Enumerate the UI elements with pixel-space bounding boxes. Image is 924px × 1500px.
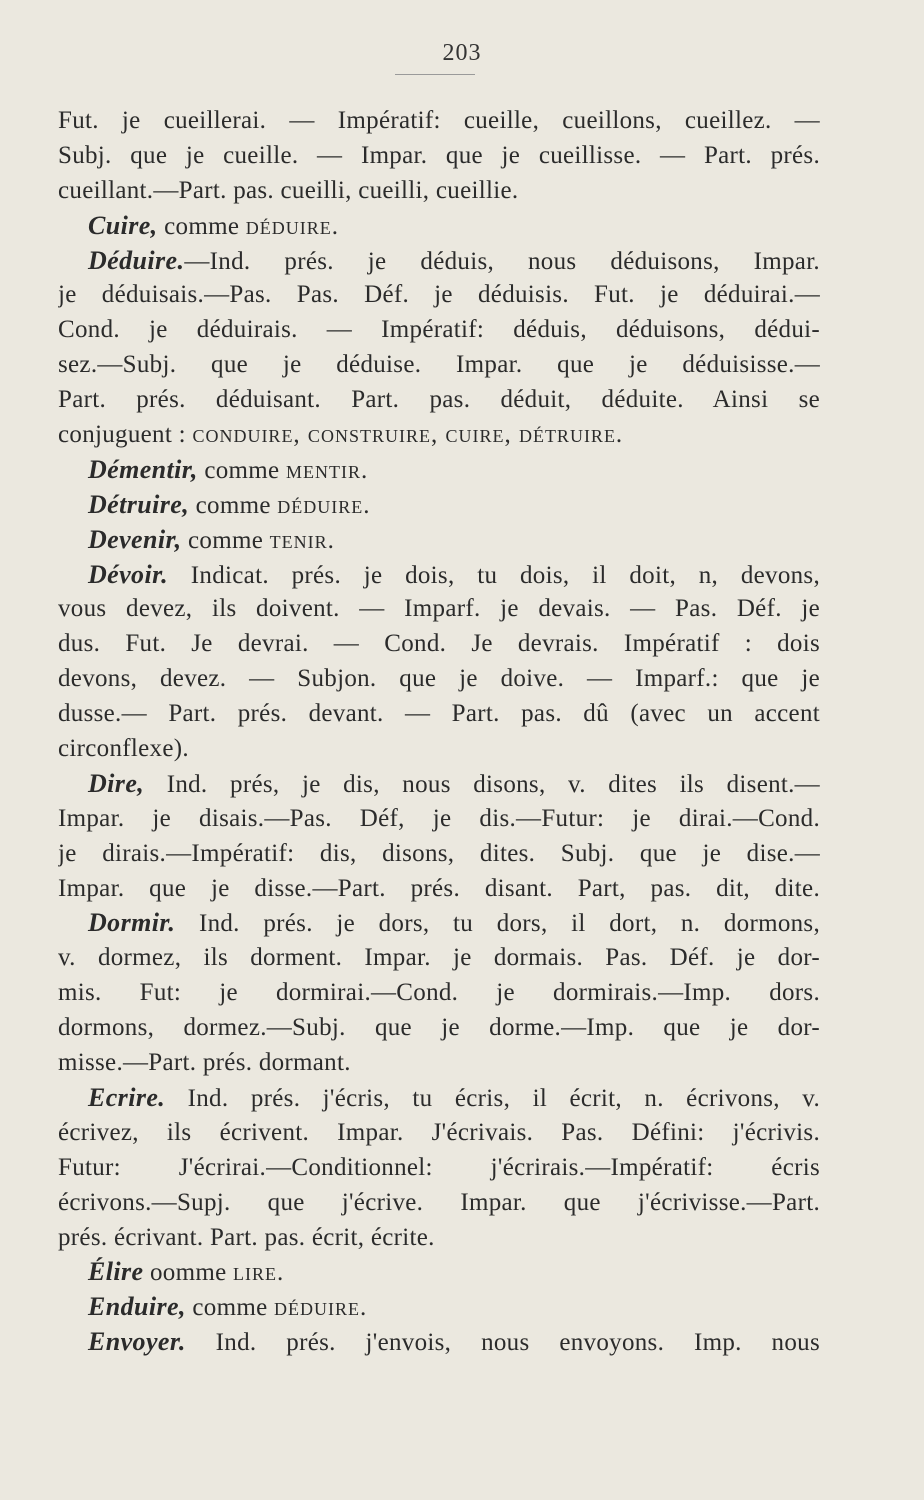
line-text: Ind. prés. j'écris, tu écris, il écrit, n. écrivons, v. [165, 1084, 820, 1112]
line-text: v. dormez, ils dorment. Impar. je dormais. Pas. Déf. je dor- [58, 944, 820, 972]
line-text: devons, devez. — Subjon. que je doive. — Imparf.: que je [58, 665, 820, 693]
text-line [58, 906, 820, 941]
text-line [58, 523, 820, 558]
line-text: cueillant.—Part. pas. cueilli, cueilli, cueillie. [58, 176, 519, 204]
text-line [58, 139, 820, 174]
text-line [58, 1011, 820, 1046]
line-text: comme [185, 1294, 275, 1322]
text-line [58, 1325, 820, 1360]
entry-headword: Envoyer. [88, 1327, 186, 1357]
text-line [58, 453, 820, 488]
line-text: dormons, dormez.—Subj. que je dorme.—Imp. que je dor- [58, 1014, 820, 1042]
line-text: je dirais.—Impératif: dis, disons, dites. Subj. que je dise.— [58, 839, 820, 867]
entry-headword: Enduire, [88, 1292, 186, 1322]
entry-headword: Dévoir. [88, 559, 169, 589]
line-text: misse.—Part. prés. dormant. [58, 1049, 351, 1077]
text-line [58, 313, 820, 348]
text-line [58, 1151, 820, 1186]
text-line [58, 1186, 820, 1221]
entry-headword: Détruire, [88, 489, 190, 519]
line-text: écrivez, ils écrivent. Impar. J'écrivais. Pas. Défini: j'écrivis. [58, 1118, 820, 1146]
line-text: comme [197, 456, 286, 484]
text-line [58, 1221, 820, 1256]
line-text: comme [181, 526, 270, 554]
line-text: écrivons.—Supj. que j'écrive. Impar. que j'écrivisse.—Part. [58, 1188, 820, 1216]
line-text: dus. Fut. Je devrai. — Cond. Je devrais. Impératif : dois [58, 630, 820, 658]
line-text: Indicat. prés. je dois, tu dois, il doit, n, devons, [168, 561, 820, 589]
text-line [58, 418, 820, 453]
line-text: Impar. je disais.—Pas. Déf, je dis.—Futur: je dirai.—Cond. [58, 804, 820, 832]
text-line [58, 732, 820, 767]
small-caps-reference: déduire. [245, 212, 340, 240]
text-line [58, 209, 820, 244]
text-line [58, 383, 820, 418]
line-text: comme [157, 212, 246, 240]
text-line [58, 662, 820, 697]
text-line [58, 1290, 820, 1325]
text-line [58, 348, 820, 383]
text-line [58, 488, 820, 523]
line-text: circonflexe). [58, 735, 189, 763]
text-line [58, 837, 820, 872]
line-text: je déduisais.—Pas. Pas. Déf. je déduisis. Fut. je déduirai.— [58, 281, 820, 309]
line-text: comme [189, 491, 278, 519]
line-text: sez.—Subj. que je déduise. Impar. que je déduisisse.— [58, 351, 820, 379]
text-line [58, 104, 820, 139]
text-block [58, 104, 820, 1360]
text-line [58, 278, 820, 313]
text-line [58, 1116, 820, 1151]
small-caps-reference: tenir. [269, 526, 335, 554]
entry-headword: Dire, [88, 768, 145, 798]
text-line [58, 976, 820, 1011]
text-line [58, 802, 820, 837]
text-line [58, 697, 820, 732]
small-caps-reference: lire. [233, 1259, 285, 1287]
line-text: Subj. que je cueille. — Impar. que je cueillisse. — Part. prés. [58, 141, 820, 169]
small-caps-reference: déduire. [274, 1294, 368, 1322]
entry-headword: Devenir, [88, 524, 182, 554]
entry-headword: Démentir, [88, 454, 198, 484]
text-line [58, 872, 820, 907]
line-text: —Ind. prés. je déduis, nous déduisons, Impar. [184, 247, 820, 275]
text-line [58, 558, 820, 593]
line-text: Futur: J'écrirai.—Conditionnel: j'écrirais.—Impératif: écris [58, 1153, 820, 1181]
small-caps-reference: déduire. [277, 491, 371, 519]
text-line [58, 627, 820, 662]
line-text: Impar. que je disse.—Part. prés. disant. Part, pas. dit, dite. [58, 874, 820, 902]
line-text: Ind. prés, je dis, nous disons, v. dites ils disent.— [144, 770, 820, 798]
text-line [58, 592, 820, 627]
text-line [58, 1081, 820, 1116]
line-text: conjuguent : [58, 421, 193, 449]
line-text: dusse.— Part. prés. devant. — Part. pas. dû (avec un accent [58, 700, 820, 728]
line-text: Ind. prés. j'envois, nous envoyons. Imp. nous [185, 1329, 820, 1357]
entry-headword: Dormir. [88, 908, 176, 938]
text-line [58, 767, 820, 802]
line-text: mis. Fut: je dormirai.—Cond. je dormirais.—Imp. dors. [58, 979, 820, 1007]
line-text: Ind. prés. je dors, tu dors, il dort, n. dormons, [175, 910, 820, 938]
text-line [58, 1046, 820, 1081]
small-caps-reference: mentir. [285, 456, 369, 484]
text-line [58, 174, 820, 209]
line-text: Cond. je déduirais. — Impératif: déduis, déduisons, dédui- [58, 316, 820, 344]
line-text: oomme [143, 1259, 234, 1287]
text-line [58, 941, 820, 976]
page-number: 203 [442, 40, 482, 66]
small-caps-reference: conduire, construire, cuire, détruire. [192, 421, 624, 449]
line-text: Part. prés. déduisant. Part. pas. déduit, déduite. Ainsi se [58, 386, 820, 414]
line-text: vous devez, ils doivent. — Imparf. je devais. — Pas. Déf. je [58, 595, 820, 623]
text-line [58, 1255, 820, 1290]
page-number-rule [395, 74, 475, 75]
entry-headword: Ecrire. [88, 1082, 166, 1112]
line-text: prés. écrivant. Part. pas. écrit, écrite. [58, 1223, 435, 1251]
entry-headword: Déduire. [88, 245, 185, 275]
line-text: Fut. je cueillerai. — Impératif: cueille, cueillons, cueillez. — [58, 107, 820, 134]
entry-headword: Élire [88, 1257, 144, 1287]
entry-headword: Cuire, [88, 210, 158, 240]
text-line [58, 244, 820, 279]
